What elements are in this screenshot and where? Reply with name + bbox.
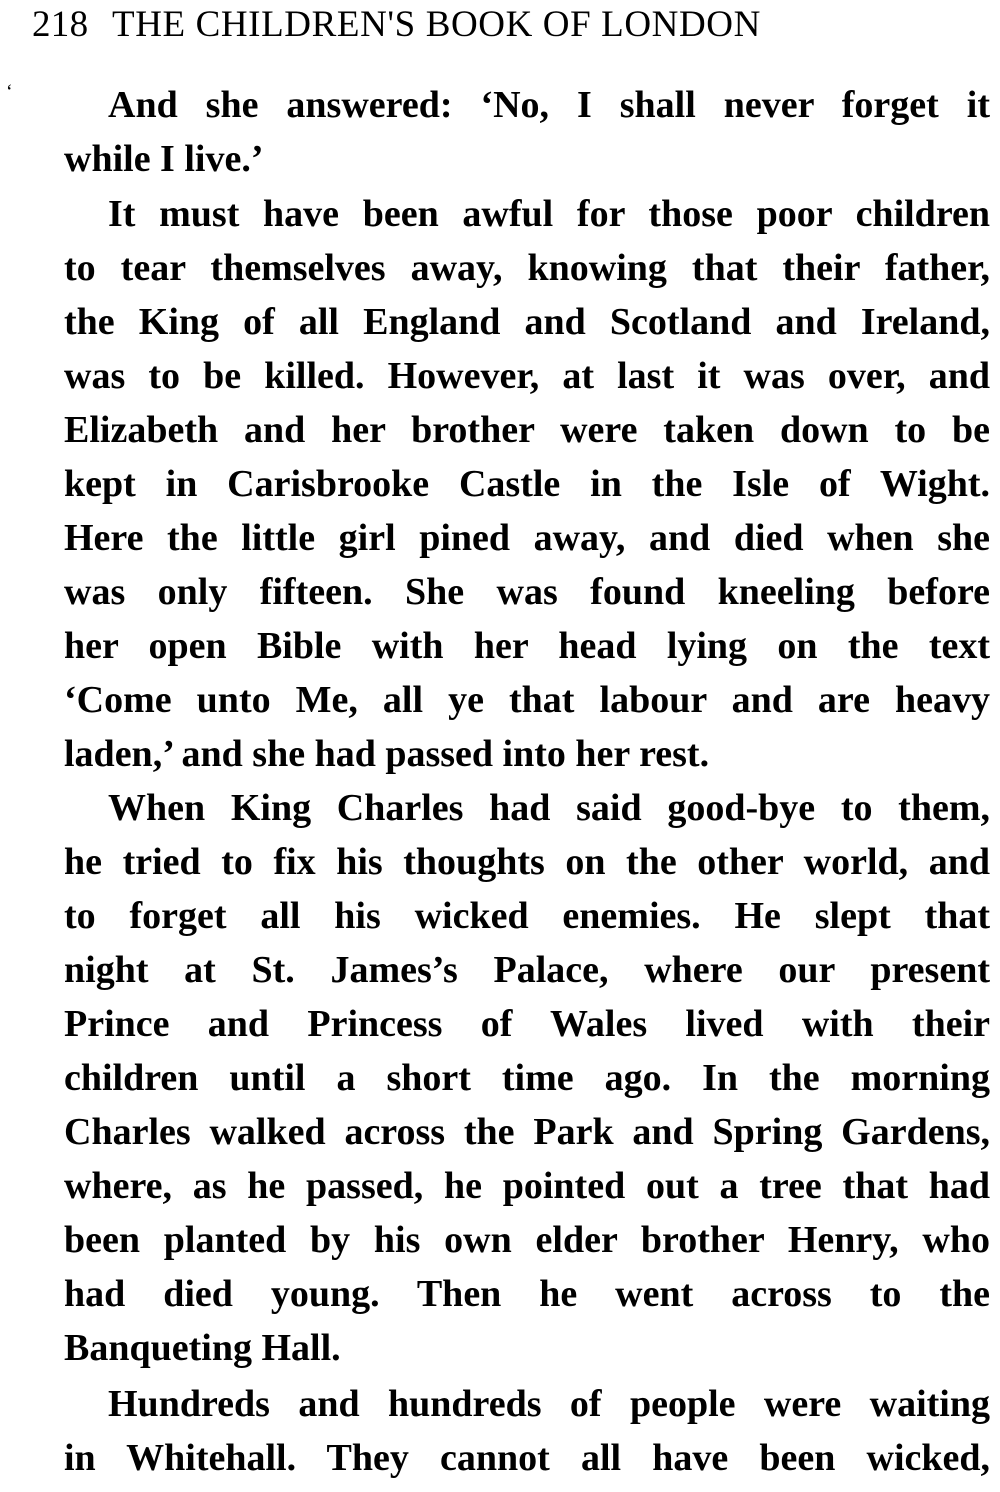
text-line: in Whitehall. They cannot all have been wicked, [64, 1437, 990, 1479]
text-line: had died young. Then he went across to the [64, 1273, 990, 1315]
text-line: Here the little girl pined away, and died when she [64, 517, 990, 559]
text-line: her open Bible with her head lying on the text [64, 625, 990, 667]
text-line: It must have been awful for those poor children [108, 193, 990, 235]
text-line: the King of all England and Scotland and Ireland, [64, 301, 990, 343]
running-head [32, 2, 992, 48]
text-line: to forget all his wicked enemies. He slept that [64, 895, 990, 937]
text-line: When King Charles had said good-bye to them, [108, 787, 990, 829]
text-line: children until a short time ago. In the morning [64, 1057, 990, 1099]
text-line: was to be killed. However, at last it was over, and [64, 355, 990, 397]
margin-mark: ʻ [6, 81, 13, 103]
text-line: to tear themselves away, knowing that their father, [64, 247, 990, 289]
text-line: night at St. James’s Palace, where our present [64, 949, 990, 991]
text-line: been planted by his own elder brother Henry, who [64, 1219, 990, 1261]
text-line: Banqueting Hall. [64, 1327, 341, 1369]
text-line: while I live.’ [64, 138, 264, 180]
text-line: where, as he passed, he pointed out a tree that had [64, 1165, 990, 1207]
running-title: THE CHILDREN'S BOOK OF LONDON [112, 4, 761, 45]
text-line: was only fifteen. She was found kneeling before [64, 571, 990, 613]
text-line: Elizabeth and her brother were taken down to be [64, 409, 990, 451]
text-line: And she answered: ‘No, I shall never forget it [108, 84, 990, 126]
text-line: he tried to fix his thoughts on the other world, and [64, 841, 990, 883]
page-number: 218 [32, 4, 89, 45]
text-line: ‘Come unto Me, all ye that labour and are heavy [64, 679, 990, 721]
text-line: laden,’ and she had passed into her rest. [64, 733, 710, 775]
text-line: Prince and Princess of Wales lived with their [64, 1003, 990, 1045]
text-line: kept in Carisbrooke Castle in the Isle of Wight. [64, 463, 990, 505]
text-line: Hundreds and hundreds of people were waiting [108, 1383, 990, 1425]
text-line: Charles walked across the Park and Spring Gardens, [64, 1111, 990, 1153]
